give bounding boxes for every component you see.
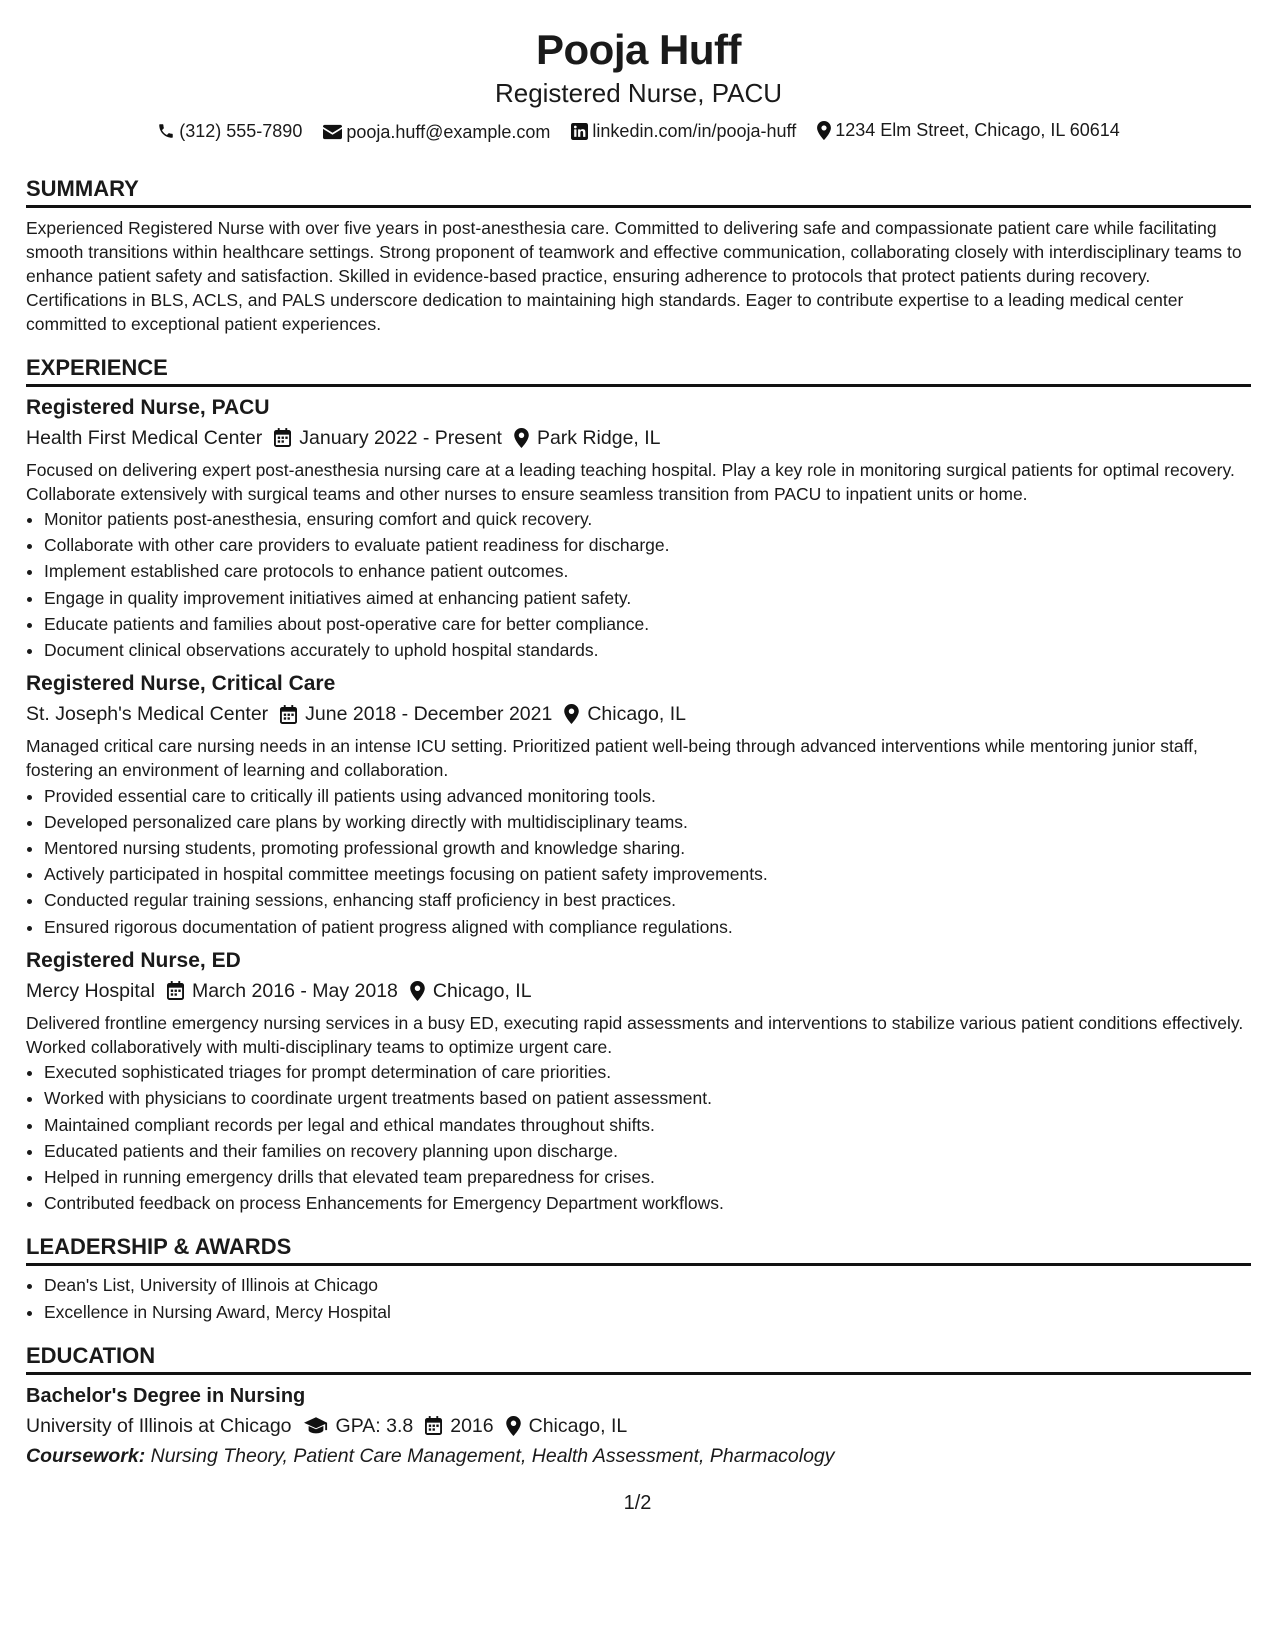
employer: St. Joseph's Medical Center [26,703,269,726]
coursework [26,1443,1251,1469]
job-title: Registered Nurse, Critical Care [26,672,336,696]
calendar-icon [274,428,291,447]
summary-heading: SUMMARY [26,176,1251,208]
year-text: 2016 [450,1414,494,1437]
calendar-icon [280,705,297,724]
education-location [506,1413,628,1439]
job-title: Registered Nurse, PACU [26,395,270,419]
list-item: • Educated patients and their families on recovery planning upon discharge. [44,1138,1251,1164]
degree-title: Bachelor's Degree in Nursing [26,1384,306,1407]
list-item: • Helped in running emergency drills that elevated team preparedness for crises. [44,1164,1251,1190]
job-location-text: Chicago, IL [432,979,532,1002]
job-dates-text: January 2022 - Present [299,426,502,449]
job-description: Delivered frontline emergency nursing services in a busy ED, executing rapid assessments and interventions to stabilize various patient conditions effectively. Worked collaboratively with multi-disciplinary teams to optimize urgent care. [26,1012,1244,1057]
map-pin-icon [564,704,579,724]
job-title: Registered Nurse, ED [26,948,241,972]
job-dates-text: June 2018 - December 2021 [305,703,553,726]
list-item: • Document clinical observations accurately to uphold hospital standards. [44,637,1251,663]
graduation-cap-icon [304,1417,328,1434]
job-entry [26,395,1251,664]
summary-text: Experienced Registered Nurse with over five years in post-anesthesia care. Committed to delivering safe and compassionate patient care while facilitating smooth transitions within healthcare settings. Strong proponent of teamwork and effective communication, collaborating closely with interdisciplinary teams to enhance patient safety and satisfaction. Skilled in evidence-based practice, ensuring adherence to protocols that protect patients during recovery. Certifications in BLS, ACLS, and PALS underscore dedication to maintaining high standards. Eager to contribute expertise to a leading medical center committed to exceptional patient experiences. [26,217,1242,335]
graduation-year [425,1413,493,1439]
list-item: • Implement established care protocols to enhance patient outcomes. [44,558,1251,584]
job-meta [26,425,1251,451]
job-location [410,978,532,1004]
job-bullets [26,1059,1251,1216]
map-pin-icon [514,428,529,448]
address-text: 1234 Elm Street, Chicago, IL 60614 [835,120,1120,140]
education-meta [26,1413,1251,1439]
job-dates [280,701,552,727]
job-description: Managed critical care nursing needs in an intense ICU setting. Prioritized patient well-being through advanced interventions while mentoring junior staff, fostering an environment of learning and collaboration. [26,736,1198,781]
list-item: • Ensured rigorous documentation of patient progress aligned with compliance regulations. [44,914,1251,940]
list-item: • Mentored nursing students, promoting professional growth and knowledge sharing. [44,835,1251,861]
list-item: • Maintained compliant records per legal and ethical mandates throughout shifts. [44,1112,1251,1138]
job-bullets [26,506,1251,663]
contact-email[interactable] [323,120,550,144]
gpa-text: GPA: 3.8 [335,1414,414,1437]
job-location [564,701,686,727]
employer: Mercy Hospital [26,979,155,1002]
list-item: • Dean's List, University of Illinois at Chicago [44,1272,1251,1298]
job-description: Focused on delivering expert post-anesthesia nursing care at a leading teaching hospital. Play a key role in monitoring surgical patients for optimal recovery. Collaborate extensively with surgical teams and other nurses to ensure seamless transition from PACU to inpatient units or home. [26,459,1235,504]
job-location [514,425,661,451]
calendar-icon [167,981,184,1000]
list-item: • Actively participated in hospital committee meetings focusing on patient safety improvements. [44,861,1251,887]
candidate-title: Registered Nurse, PACU [494,78,783,108]
map-pin-icon [506,1416,521,1436]
list-item: • Monitor patients post-anesthesia, ensuring comfort and quick recovery. [44,506,1251,532]
envelope-icon [323,124,342,140]
education-heading: EDUCATION [26,1343,1251,1375]
list-item: • Provided essential care to critically ill patients using advanced monitoring tools. [44,783,1251,809]
list-item: • Collaborate with other care providers to evaluate patient readiness for discharge. [44,532,1251,558]
experience-heading: EXPERIENCE [26,355,1251,387]
resume-page [26,24,1251,1469]
calendar-icon [425,1416,442,1435]
job-dates [274,425,502,451]
job-meta [26,978,1251,1004]
job-location-text: Park Ridge, IL [536,426,661,449]
map-pin-icon [817,121,831,140]
leadership-heading: LEADERSHIP & AWARDS [26,1234,1251,1266]
list-item: • Engage in quality improvement initiatives aimed at enhancing patient safety. [44,585,1251,611]
job-entry [26,948,1251,1217]
candidate-name: Pooja Huff [536,26,741,73]
job-meta [26,701,1251,727]
education-location-text: Chicago, IL [528,1414,628,1437]
list-item: • Conducted regular training sessions, enhancing staff proficiency in best practices. [44,887,1251,913]
job-bullets [26,783,1251,940]
email-text: pooja.huff@example.com [346,121,551,142]
employer: Health First Medical Center [26,426,263,449]
list-item: • Executed sophisticated triages for prompt determination of care priorities. [44,1059,1251,1085]
linkedin-text: linkedin.com/in/pooja-huff [592,121,797,141]
gpa [304,1413,414,1439]
phone-text: (312) 555-7890 [179,120,303,141]
contact-linkedin[interactable] [571,119,796,143]
list-item: • Worked with physicians to coordinate urgent treatments based on patient assessment. [44,1085,1251,1111]
page-number: 1/2 [623,1492,652,1514]
coursework-list: Nursing Theory, Patient Care Management, Health Assessment, Pharmacology [150,1444,835,1467]
coursework-label: Coursework: [26,1444,146,1467]
map-pin-icon [410,981,425,1001]
job-location-text: Chicago, IL [587,703,686,726]
list-item: • Developed personalized care plans by working directly with multidisciplinary teams. [44,809,1251,835]
contact-address [817,118,1120,142]
list-item: • Contributed feedback on process Enhancements for Emergency Department workflows. [44,1190,1251,1216]
list-item: • Educate patients and families about post-operative care for better compliance. [44,611,1251,637]
contact-bar [26,118,1251,146]
school-name: University of Illinois at Chicago [26,1414,292,1437]
job-entry [26,671,1251,940]
phone-icon [157,122,175,140]
job-dates-text: March 2016 - May 2018 [191,979,398,1002]
contact-phone[interactable] [157,119,302,143]
linkedin-icon [571,123,588,140]
list-item: • Excellence in Nursing Award, Mercy Hospital [44,1299,1251,1325]
leadership-list [26,1272,1251,1324]
job-dates [167,978,398,1004]
